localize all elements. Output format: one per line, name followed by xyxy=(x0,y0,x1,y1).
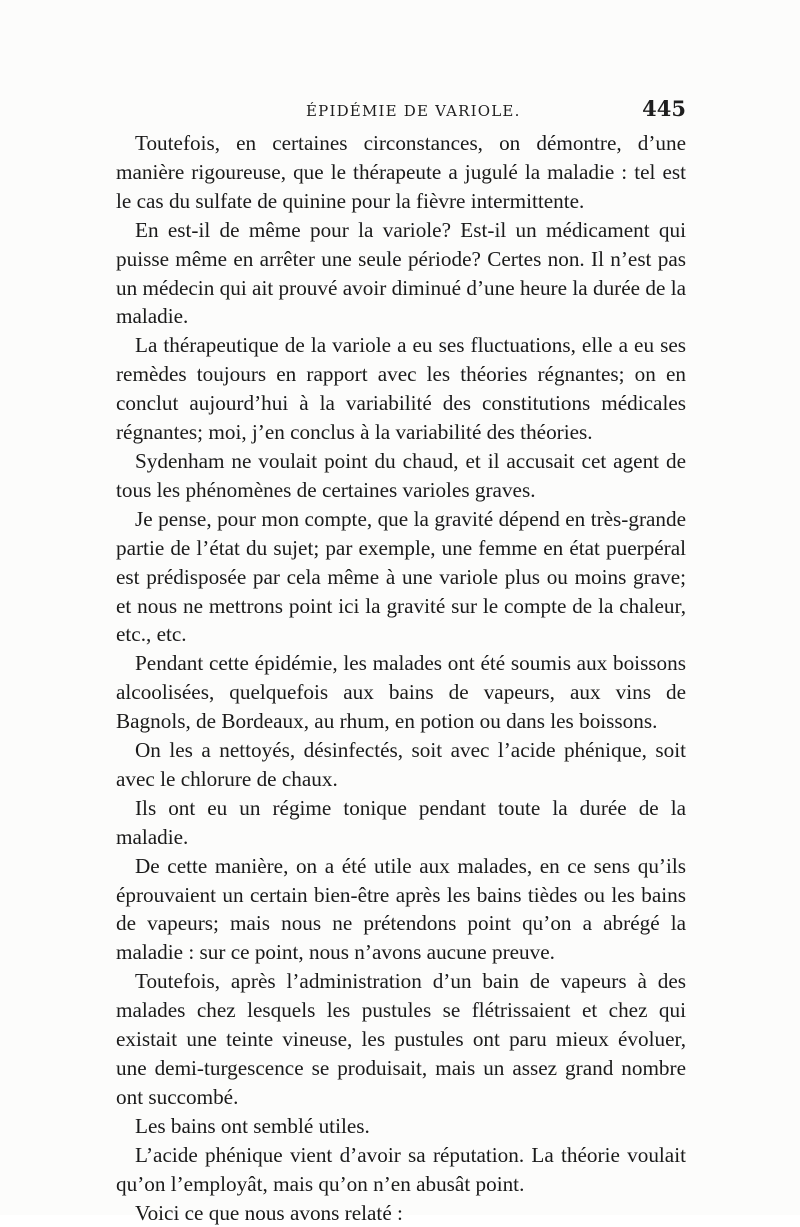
paragraph: De cette manière, on a été utile aux malades, en ce sens qu’ils éprouvaient un certain bien-être après les bains tièdes ou les bains de vapeurs; mais nous ne prétendons point qu’on a abrégé la maladie : sur ce point, nous n’avons aucune preuve. xyxy=(116,853,686,965)
paragraph: Pendant cette épidémie, les malades ont été soumis aux boissons alcoolisées, quelquefois aux bains de vapeurs, aux vins de Bagnols, de Bordeaux, au rhum, en potion ou dans les boissons. xyxy=(116,651,686,734)
paragraph: La thérapeutique de la variole a eu ses fluctuations, elle a eu ses remèdes toujours en rapport avec les théories régnantes; on en conclut aujourd’hui à la variabilité des constitutions médicales régnantes; moi, j’en conclus à la variabilité des théories. xyxy=(116,333,686,445)
page-number: 445 xyxy=(642,96,686,121)
paragraph: Je pense, pour mon compte, que la gravité dépend en très-grande partie de l’état du sujet; par exemple, une femme en état puerpéral est prédisposée par cela même à une variole plus ou moins grave; et nous ne mettrons point ici la gravité sur le compte de la chaleur, etc., etc. xyxy=(116,506,686,647)
paragraph: En est-il de même pour la variole? Est-il un médicament qui puisse même en arrêter une seule période? Certes non. Il n’est pas un médecin qui ait prouvé avoir diminué d’une heure la durée de la maladie. xyxy=(116,217,686,329)
body-text xyxy=(116,129,686,1227)
paragraph: Les bains ont semblé utiles. xyxy=(135,1113,370,1138)
paragraph: Sydenham ne voulait point du chaud, et il accusait cet agent de tous les phénomènes de certaines varioles graves. xyxy=(116,448,686,502)
paragraph: Voici ce que nous avons relaté : xyxy=(135,1200,403,1225)
page-header xyxy=(116,96,686,124)
paragraph: On les a nettoyés, désinfectés, soit avec l’acide phénique, soit avec le chlorure de chaux. xyxy=(116,738,686,791)
paragraph: Toutefois, en certaines circonstances, on démontre, d’une manière rigoureuse, que le thérapeute a jugulé la maladie : tel est le cas du sulfate de quinine pour la fièvre intermittente. xyxy=(116,131,686,213)
paragraph: Ils ont eu un régime tonique pendant toute la durée de la maladie. xyxy=(116,795,686,849)
paragraph: Toutefois, après l’administration d’un bain de vapeurs à des malades chez lesquels les pustules se flétrissaient et chez qui existait une teinte vineuse, les pustules ont paru mieux évoluer, une demi-turgescence se produisait, mais un assez grand nombre ont succombé. xyxy=(116,969,686,1109)
paragraph: L’acide phénique vient d’avoir sa réputation. La théorie voulait qu’on l’employât, mais qu’on n’en abusât point. xyxy=(116,1142,686,1196)
running-title: ÉPIDÉMIE DE VARIOLE. xyxy=(306,102,521,120)
